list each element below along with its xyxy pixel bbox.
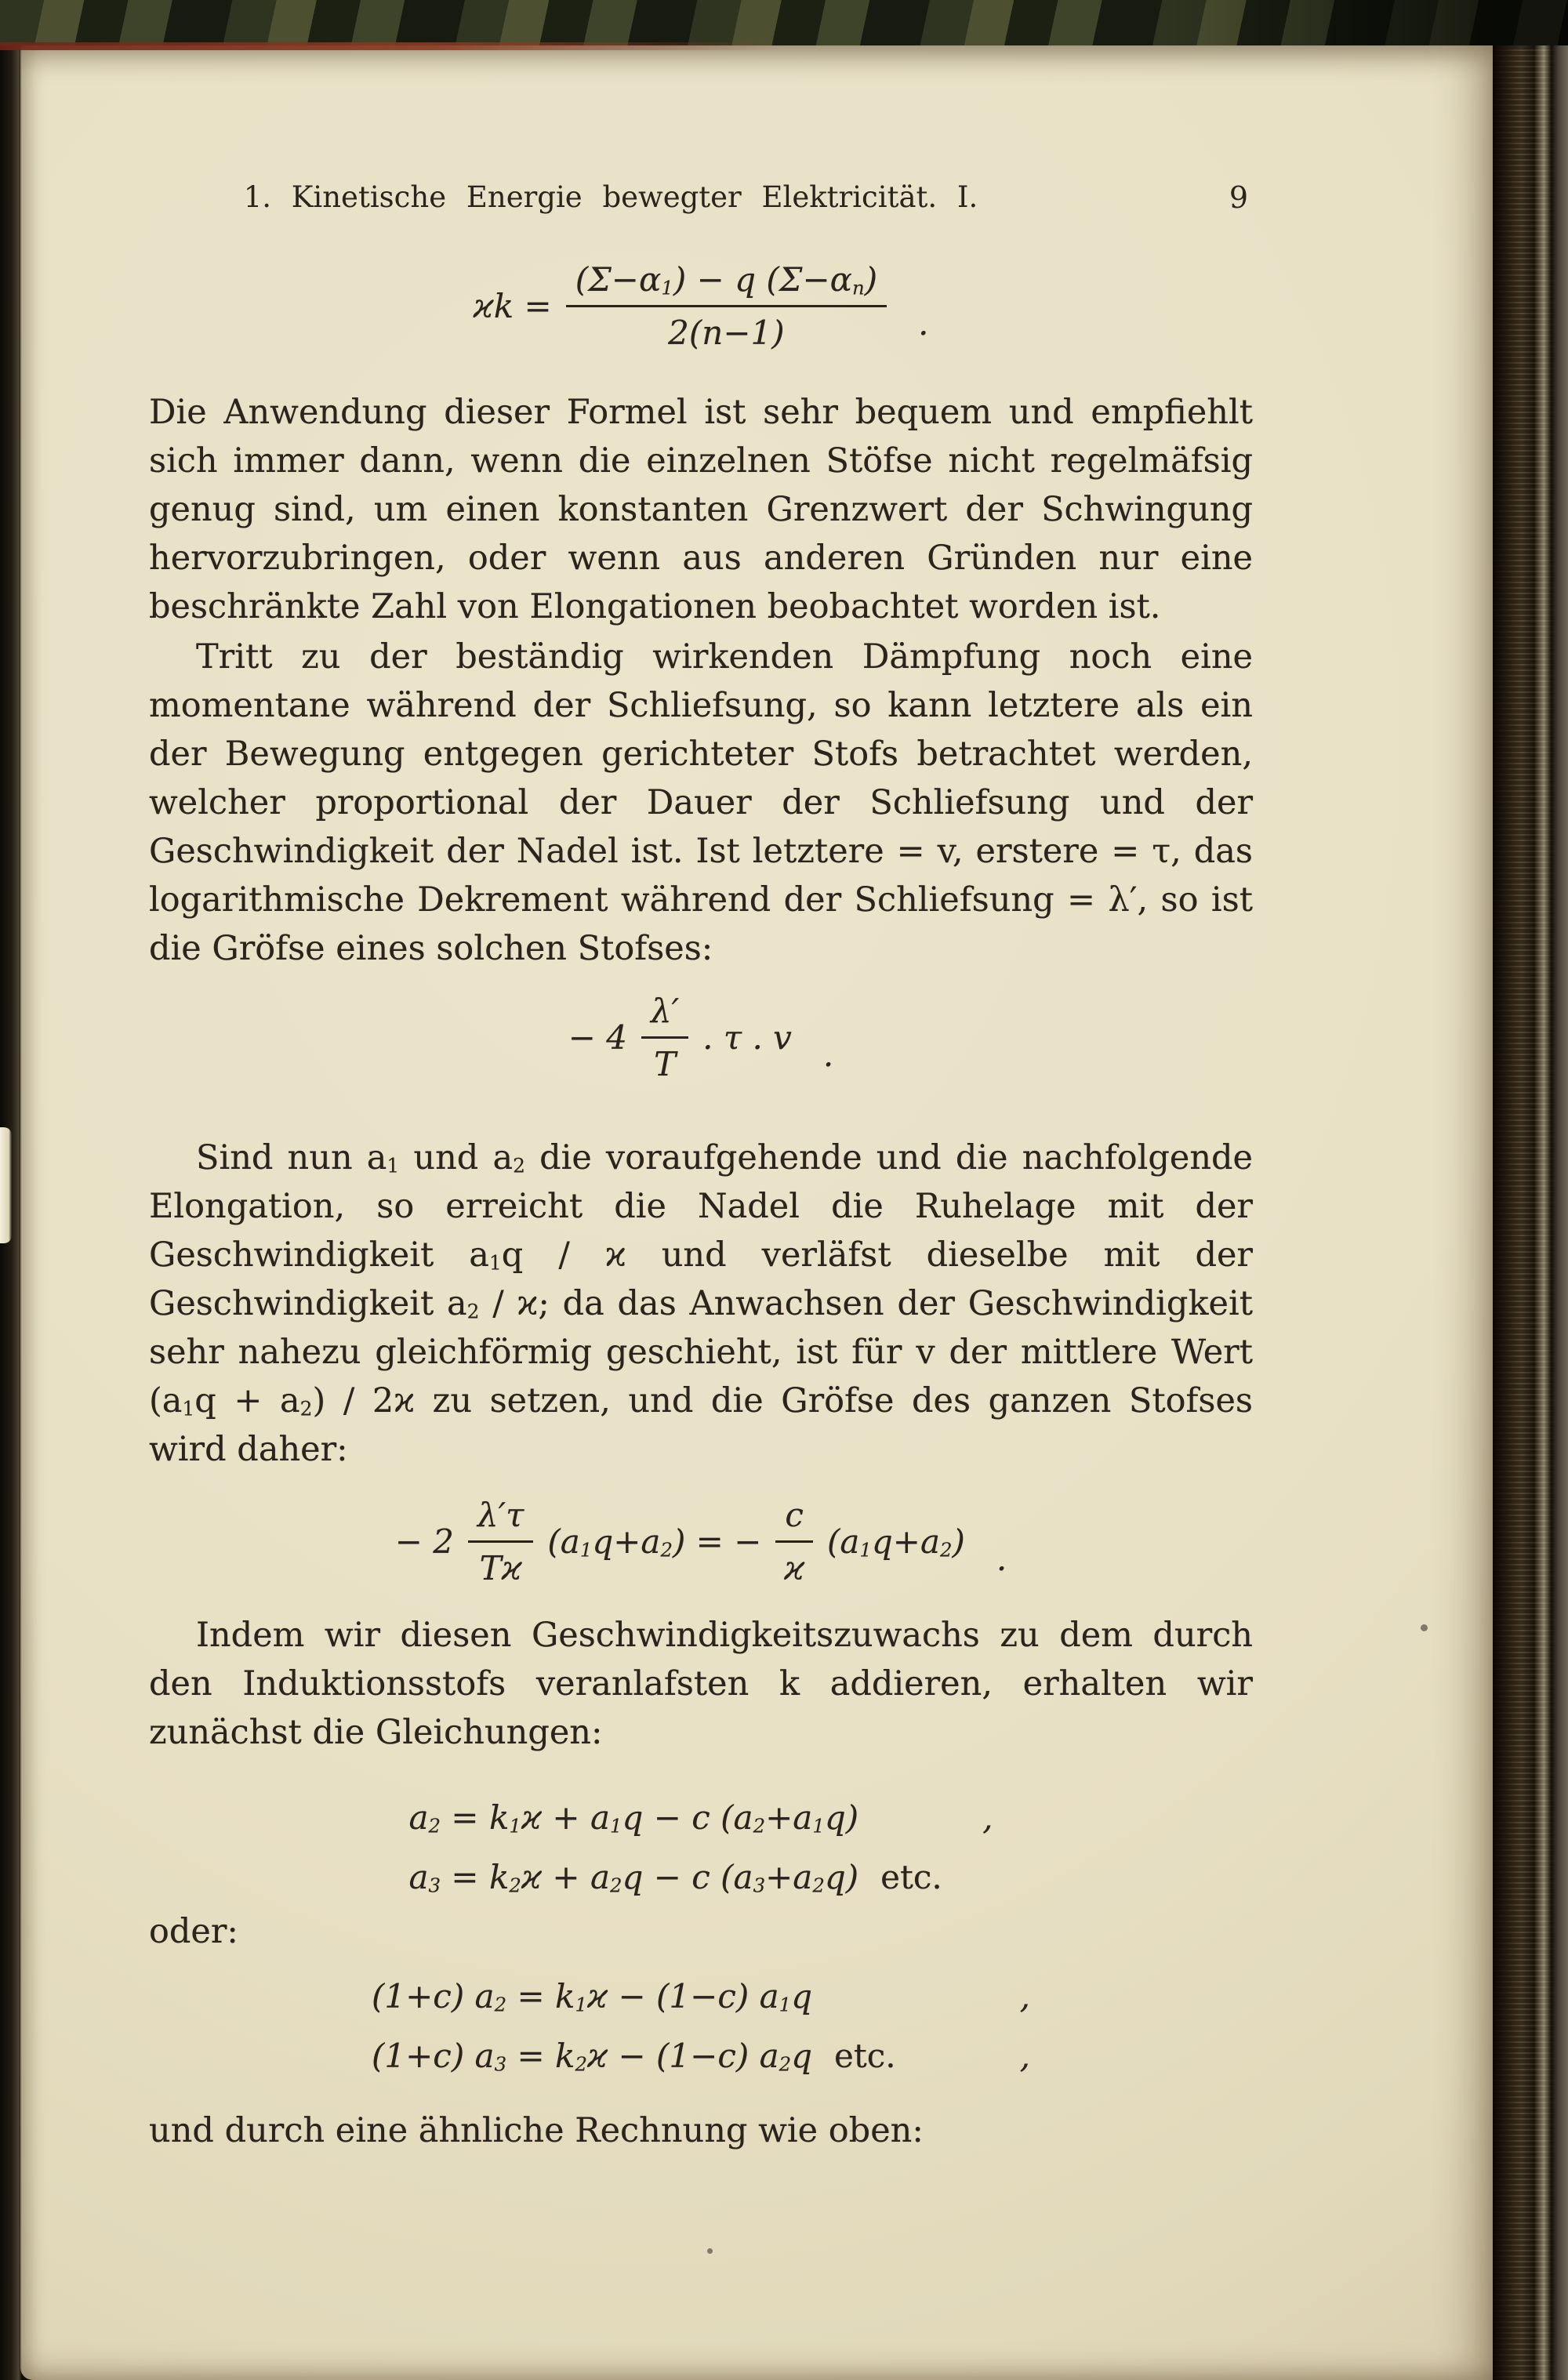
formula-suffix: $(a_1q+a_2)$: [826, 1522, 965, 1562]
formula-lhs: ϰk =: [473, 287, 552, 325]
fraction-numerator: c: [775, 1496, 813, 1543]
fraction-numerator: $(\Sigma-\alpha_1) - q$ $(\Sigma-\alpha_n)$: [566, 260, 887, 307]
fraction-numerator: λ′τ: [468, 1496, 533, 1543]
fraction-denominator: ϰ: [784, 1549, 805, 1587]
equation-etc: etc.: [834, 2037, 896, 2075]
fraction-denominator: 2(n−1): [668, 314, 785, 352]
oder-label: oder:: [149, 1912, 238, 1951]
formula-suffix: . τ . v: [702, 1018, 792, 1057]
book-page: [20, 45, 1493, 2380]
equation-comma: ,: [1019, 1977, 1030, 2015]
equation-expression: $a_3 = k_2ϰ + a_2q - c$ $(a_3+a_2q)$: [408, 1858, 859, 1897]
formula-period: .: [822, 1036, 834, 1074]
formula-prefix: − 4: [568, 1018, 628, 1057]
fraction: [468, 1496, 533, 1587]
equation-comma: ,: [1019, 2037, 1030, 2075]
formula-kappa-k: [149, 260, 1253, 352]
fraction-denominator: Tϰ: [479, 1549, 522, 1587]
paragraph-sind-nun: Sind nun $a_1$ und $a_2$ die voraufgehende und die nachfolgende Elongation, so erreicht die Nadel die Ruhelage mit der Geschwindigkeit $a_1q$ / ϰ und verläfst dieselbe mit der Geschwindigkeit $a_2$ / ϰ; da das Anwachsen der Geschwindigkeit sehr nahezu gleichförmig geschieht, ist für v der mittlere Wert $(a_1q + a_2) / 2ϰ$ zu setzen, und die Gröfse des ganzen Stofses wird daher:: [149, 1138, 1253, 1469]
fraction: [775, 1496, 813, 1587]
fraction-denominator: T: [654, 1045, 677, 1083]
paragraph-anwendung: Die Anwendung dieser Formel ist sehr bequem und empfiehlt sich immer dann, wenn die einzelnen Stöfse nicht regelmäfsig genug sind, um einen konstanten Grenzwert der Schwingung hervorzubringen, oder wenn aus anderen Gründen nur eine beschränkte Zahl von Elongationen beobachtet worden ist.: [149, 393, 1253, 626]
equation-row: [372, 1967, 1030, 2026]
equation-comma: ,: [982, 1798, 993, 1837]
equation-row: [409, 1788, 993, 1848]
equation-row: [409, 1848, 993, 1907]
book-cover-red-stripe: [0, 42, 784, 50]
formula-period: .: [918, 304, 929, 343]
ink-speck: [707, 2248, 713, 2254]
equation-row: [372, 2026, 1030, 2086]
book-fore-edge: [1493, 0, 1568, 2380]
formula-stoss: [149, 992, 1253, 1083]
page-number: 9: [1229, 180, 1248, 215]
formula-gesamtstoss: [149, 1496, 1253, 1587]
equation-expression: (1+c) $a_3 = k_2ϰ - (1-c)$ $a_2q$: [372, 2037, 813, 2076]
paragraph-tritt: Tritt zu der beständig wirkenden Dämpfung noch eine momentane während der Schliefsung, so kann letztere als ein der Bewegung entgegen gerichteter Stofs betrachtet werden, welcher proportional der Dauer der Schliefsung und der Geschwindigkeit der Nadel ist. Ist letztere = v, erstere = τ, das logarithmische Dekrement während der Schliefsung = λ′, so ist die Gröfse eines solchen Stofses:: [149, 637, 1253, 968]
formula-period: .: [996, 1540, 1007, 1578]
paragraph-indem: Indem wir diesen Geschwindigkeitszuwachs zu dem durch den Induktionsstofs veranlafsten k addieren, erhalten wir zunächst die Gleichungen:: [149, 1616, 1253, 1752]
running-head: [149, 179, 1253, 216]
page-content: [149, 179, 1253, 2155]
equation-expression: (1+c) $a_2 = k_1ϰ - (1-c)$ $a_1q$: [372, 1977, 813, 2016]
equation-expression: $a_2 = k_1ϰ + a_1q - c$ $(a_2+a_1q)$: [408, 1798, 859, 1838]
equation-etc: etc.: [880, 1858, 942, 1896]
ink-speck: [1421, 1624, 1428, 1631]
equation-block-2: [372, 1967, 1030, 2086]
closing-line: und durch eine ähnliche Rechnung wie oben:: [149, 2111, 924, 2150]
fraction-numerator: λ′: [641, 992, 688, 1039]
fraction: [641, 992, 688, 1083]
fraction: [566, 260, 887, 352]
equation-block-1: [409, 1788, 993, 1907]
page-edge-highlight: [0, 1127, 12, 1243]
formula-middle: $(a_1q+a_2)$ = −: [547, 1522, 762, 1562]
book-cover-top: [0, 0, 1568, 45]
formula-prefix: − 2: [394, 1522, 454, 1561]
chapter-heading: 1. Kinetische Energie bewegter Elektricität. I.: [243, 180, 978, 214]
